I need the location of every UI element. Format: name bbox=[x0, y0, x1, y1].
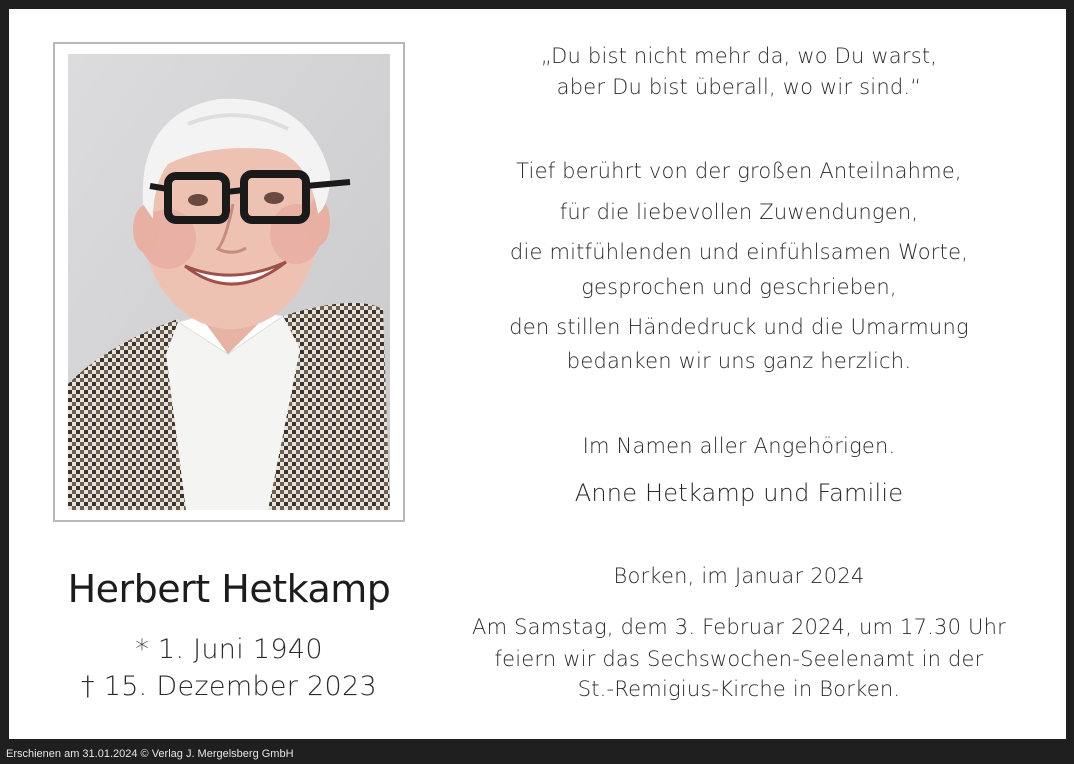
portrait-frame bbox=[53, 42, 405, 522]
quote-line-2: aber Du bist überall, wo wir sind.“ bbox=[556, 75, 922, 99]
quote-line-1: „Du bist nicht mehr da, wo Du warst, bbox=[540, 44, 938, 68]
thanks-line-6: bedanken wir uns ganz herzlich. bbox=[566, 349, 912, 373]
thanks-line-3: die mitfühlenden und einfühlsamen Worte, bbox=[509, 240, 969, 264]
thanks-line-2: für die liebevollen Zuwendungen, bbox=[559, 200, 919, 224]
birth-date: * 1. Juni 1940 bbox=[135, 634, 323, 665]
service-line-1: Am Samstag, dem 3. Februar 2024, um 17.30 Uhr bbox=[472, 615, 1006, 639]
obituary-card bbox=[9, 9, 1066, 739]
deceased-name: Herbert Hetkamp bbox=[67, 567, 391, 611]
place-date: Borken, im Januar 2024 bbox=[613, 564, 865, 588]
signature-intro: Im Namen aller Angehörigen. bbox=[582, 434, 896, 458]
thanks-line-5: den stillen Händedruck und die Umarmung bbox=[509, 315, 969, 339]
publication-footer: Erschienen am 31.01.2024 © Verlag J. Mergelsberg GmbH bbox=[6, 748, 294, 760]
service-line-3: St.-Remigius-Kirche in Borken. bbox=[577, 677, 901, 701]
service-line-2: feiern wir das Sechswochen-Seelenamt in der bbox=[494, 647, 984, 671]
death-date: † 15. Dezember 2023 bbox=[81, 671, 377, 702]
signature-family: Anne Hetkamp und Familie bbox=[574, 479, 904, 507]
thanks-line-1: Tief berührt von der großen Anteilnahme, bbox=[516, 159, 962, 183]
thanks-line-4: gesprochen und geschrieben, bbox=[581, 275, 897, 299]
portrait-photo bbox=[68, 54, 390, 510]
